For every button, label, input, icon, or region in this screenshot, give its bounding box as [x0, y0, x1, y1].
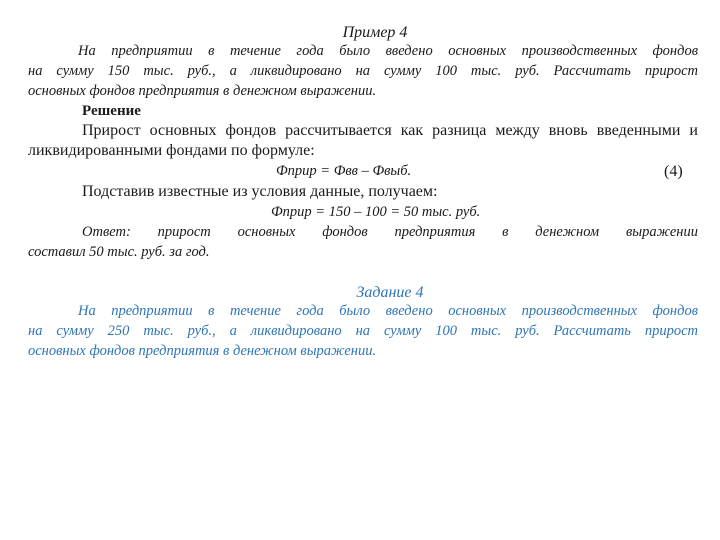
calculation: Фприр = 150 – 100 = 50 тыс. руб. [271, 204, 481, 220]
substitute-line: Подставив известные из условия данные, получаем: [82, 183, 438, 200]
formula: Фприр = Фвв – Фвыб. [276, 163, 412, 179]
example-line-3: основных фондов предприятия в денежном выражении. [28, 83, 377, 99]
answer-line-2: составил 50 тыс. руб. за год. [28, 244, 210, 260]
example-title: Пример 4 [342, 24, 408, 41]
task-line-1: На предприятии в течение года было введено основных производственных фондов [78, 303, 698, 319]
formula-number: (4) [664, 163, 683, 180]
solution-heading: Решение [82, 103, 141, 119]
answer-line-1: Ответ: прирост основных фондов предприятия в денежном выражении [82, 224, 698, 240]
example-line-2: на сумму 150 тыс. руб., а ликвидировано на сумму 100 тыс. руб. Рассчитать прирост [28, 63, 698, 79]
task-line-3: основных фондов предприятия в денежном выражении. [28, 343, 377, 359]
solution-text-line-1: Прирост основных фондов рассчитывается как разница между вновь введенными и [82, 122, 698, 139]
task-line-2: на сумму 250 тыс. руб., а ликвидировано на сумму 100 тыс. руб. Рассчитать прирост [28, 323, 698, 339]
example-line-1: На предприятии в течение года было введено основных производственных фондов [78, 43, 698, 59]
task-title: Задание 4 [356, 284, 424, 301]
solution-text-line-2: ликвидированными фондами по формуле: [28, 142, 315, 159]
